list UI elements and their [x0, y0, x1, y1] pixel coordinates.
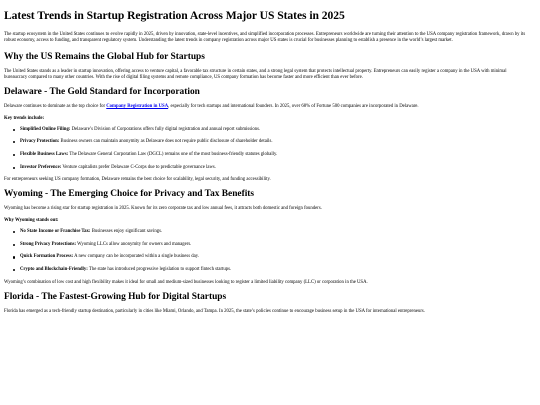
article-title: Latest Trends in Startup Registration Across Major US States in 2025: [4, 9, 345, 22]
section-heading: Why the US Remains the Global Hub for Startups: [4, 51, 205, 62]
list-item-text: A new company can be incorporated within a single business day.: [73, 254, 200, 260]
section-us-hub: [4, 52, 526, 81]
list-item-label: Privacy Protection:: [20, 139, 60, 145]
list-item-text: Delaware’s Division of Corporations offers fully digital registration and annual report submissions.: [70, 126, 261, 132]
list-title: Key trends include:: [4, 115, 45, 121]
list-item: [20, 242, 526, 248]
list-item: [20, 267, 526, 273]
section-florida: [4, 292, 526, 315]
list-item-label: Crypto and Blockchain-Friendly:: [20, 267, 88, 273]
section-heading: Wyoming - The Emerging Choice for Privacy and Tax Benefits: [4, 189, 255, 200]
section-paragraph: Florida has emerged as a tech-friendly startup destination, particularly in cities like Miami, Orlando, and Tampa. In 2025, the state’s policies continue to encourage business setup in the USA for international entrepreneurs.: [4, 308, 425, 314]
list-item: [20, 127, 526, 133]
list-item-text: Venture capitalists prefer Delaware C-Corps due to predictable governance laws.: [61, 164, 216, 170]
list-item-label: Quick Formation Process:: [20, 254, 74, 260]
list-item-label: No State Income or Franchise Tax:: [20, 229, 91, 235]
section-paragraph: For entrepreneurs seeking US company formation, Delaware remains the best choice for scalability, legal security, and funding accessibility.: [4, 177, 271, 183]
section-heading: Delaware - The Gold Standard for Incorporation: [4, 86, 200, 97]
list-item-text: The Delaware General Corporation Law (DGCL) remains one of the most business-friendly statutes globally.: [68, 151, 278, 157]
company-registration-link[interactable]: Company Registration in USA: [106, 103, 169, 109]
section-paragraph: Wyoming’s combination of low cost and high flexibility makes it ideal for small and medium-sized businesses looking to register a limited liability company (LLC) or corporation in the USA.: [4, 279, 368, 285]
list-item-label: Flexible Business Laws:: [20, 151, 69, 157]
section-delaware: [4, 87, 526, 184]
list-item-text: Businesses enjoy significant savings.: [90, 229, 163, 235]
section-heading: Florida - The Fastest-Growing Hub for Digital Startups: [4, 291, 227, 302]
list-item-label: Investor Preference:: [20, 164, 62, 170]
wyoming-benefits-list: [4, 229, 526, 273]
list-item-text: Wyoming LLCs allow anonymity for owners and managers.: [76, 241, 192, 247]
list-item-text: The state has introduced progressive legislation to support fintech startups.: [87, 267, 232, 273]
list-title: Why Wyoming stands out:: [4, 218, 59, 224]
intro-paragraph: The startup ecosystem in the United States continues to evolve rapidly in 2025, driven by innovation, state-level incentives, and simplified incorporation processes. Entrepreneurs worldwide are turning their attention to the USA company registration framework, drawn by its robust economy, access to funding, and transparent regulatory system. Understanding the latest trends in company registration across major US states is crucial for businesses planning to establish a presence in the world’s largest market.: [4, 32, 526, 43]
section-paragraph: The United States stands as a leader in startup innovation, offering access to venture capital, a favorable tax structure in certain states, and a strong legal system that protects intellectual property. Entrepreneurs can easily register a company in the USA with minimal bureaucracy compared to many other countries. With the rise of digital filing systems and remote compliance, US company formation has become faster and more efficient than ever before.: [4, 68, 507, 80]
paragraph-text: , especially for tech startups and international founders. In 2025, over 68% of Fortune 500 companies are incorporated in Delaware.: [168, 103, 419, 109]
paragraph-text: Delaware continues to dominate as the top choice for: [4, 103, 107, 109]
section-wyoming: [4, 189, 526, 286]
list-item: [20, 152, 526, 158]
key-trends-list: [4, 127, 526, 171]
list-item: [20, 139, 526, 145]
list-item-label: Simplified Online Filing:: [20, 126, 71, 132]
list-item: [20, 229, 526, 235]
list-item-label: Strong Privacy Protections:: [20, 241, 77, 247]
list-item: [20, 254, 526, 260]
section-paragraph: Wyoming has become a rising star for startup registration in 2025. Known for its zero corporate tax and low annual fees, it attracts both domestic and foreign founders.: [4, 206, 322, 212]
list-item: [20, 165, 526, 171]
section-paragraph: [4, 104, 526, 110]
list-item-text: Business owners can maintain anonymity as Delaware does not require public disclosure of shareholder details.: [59, 139, 273, 145]
